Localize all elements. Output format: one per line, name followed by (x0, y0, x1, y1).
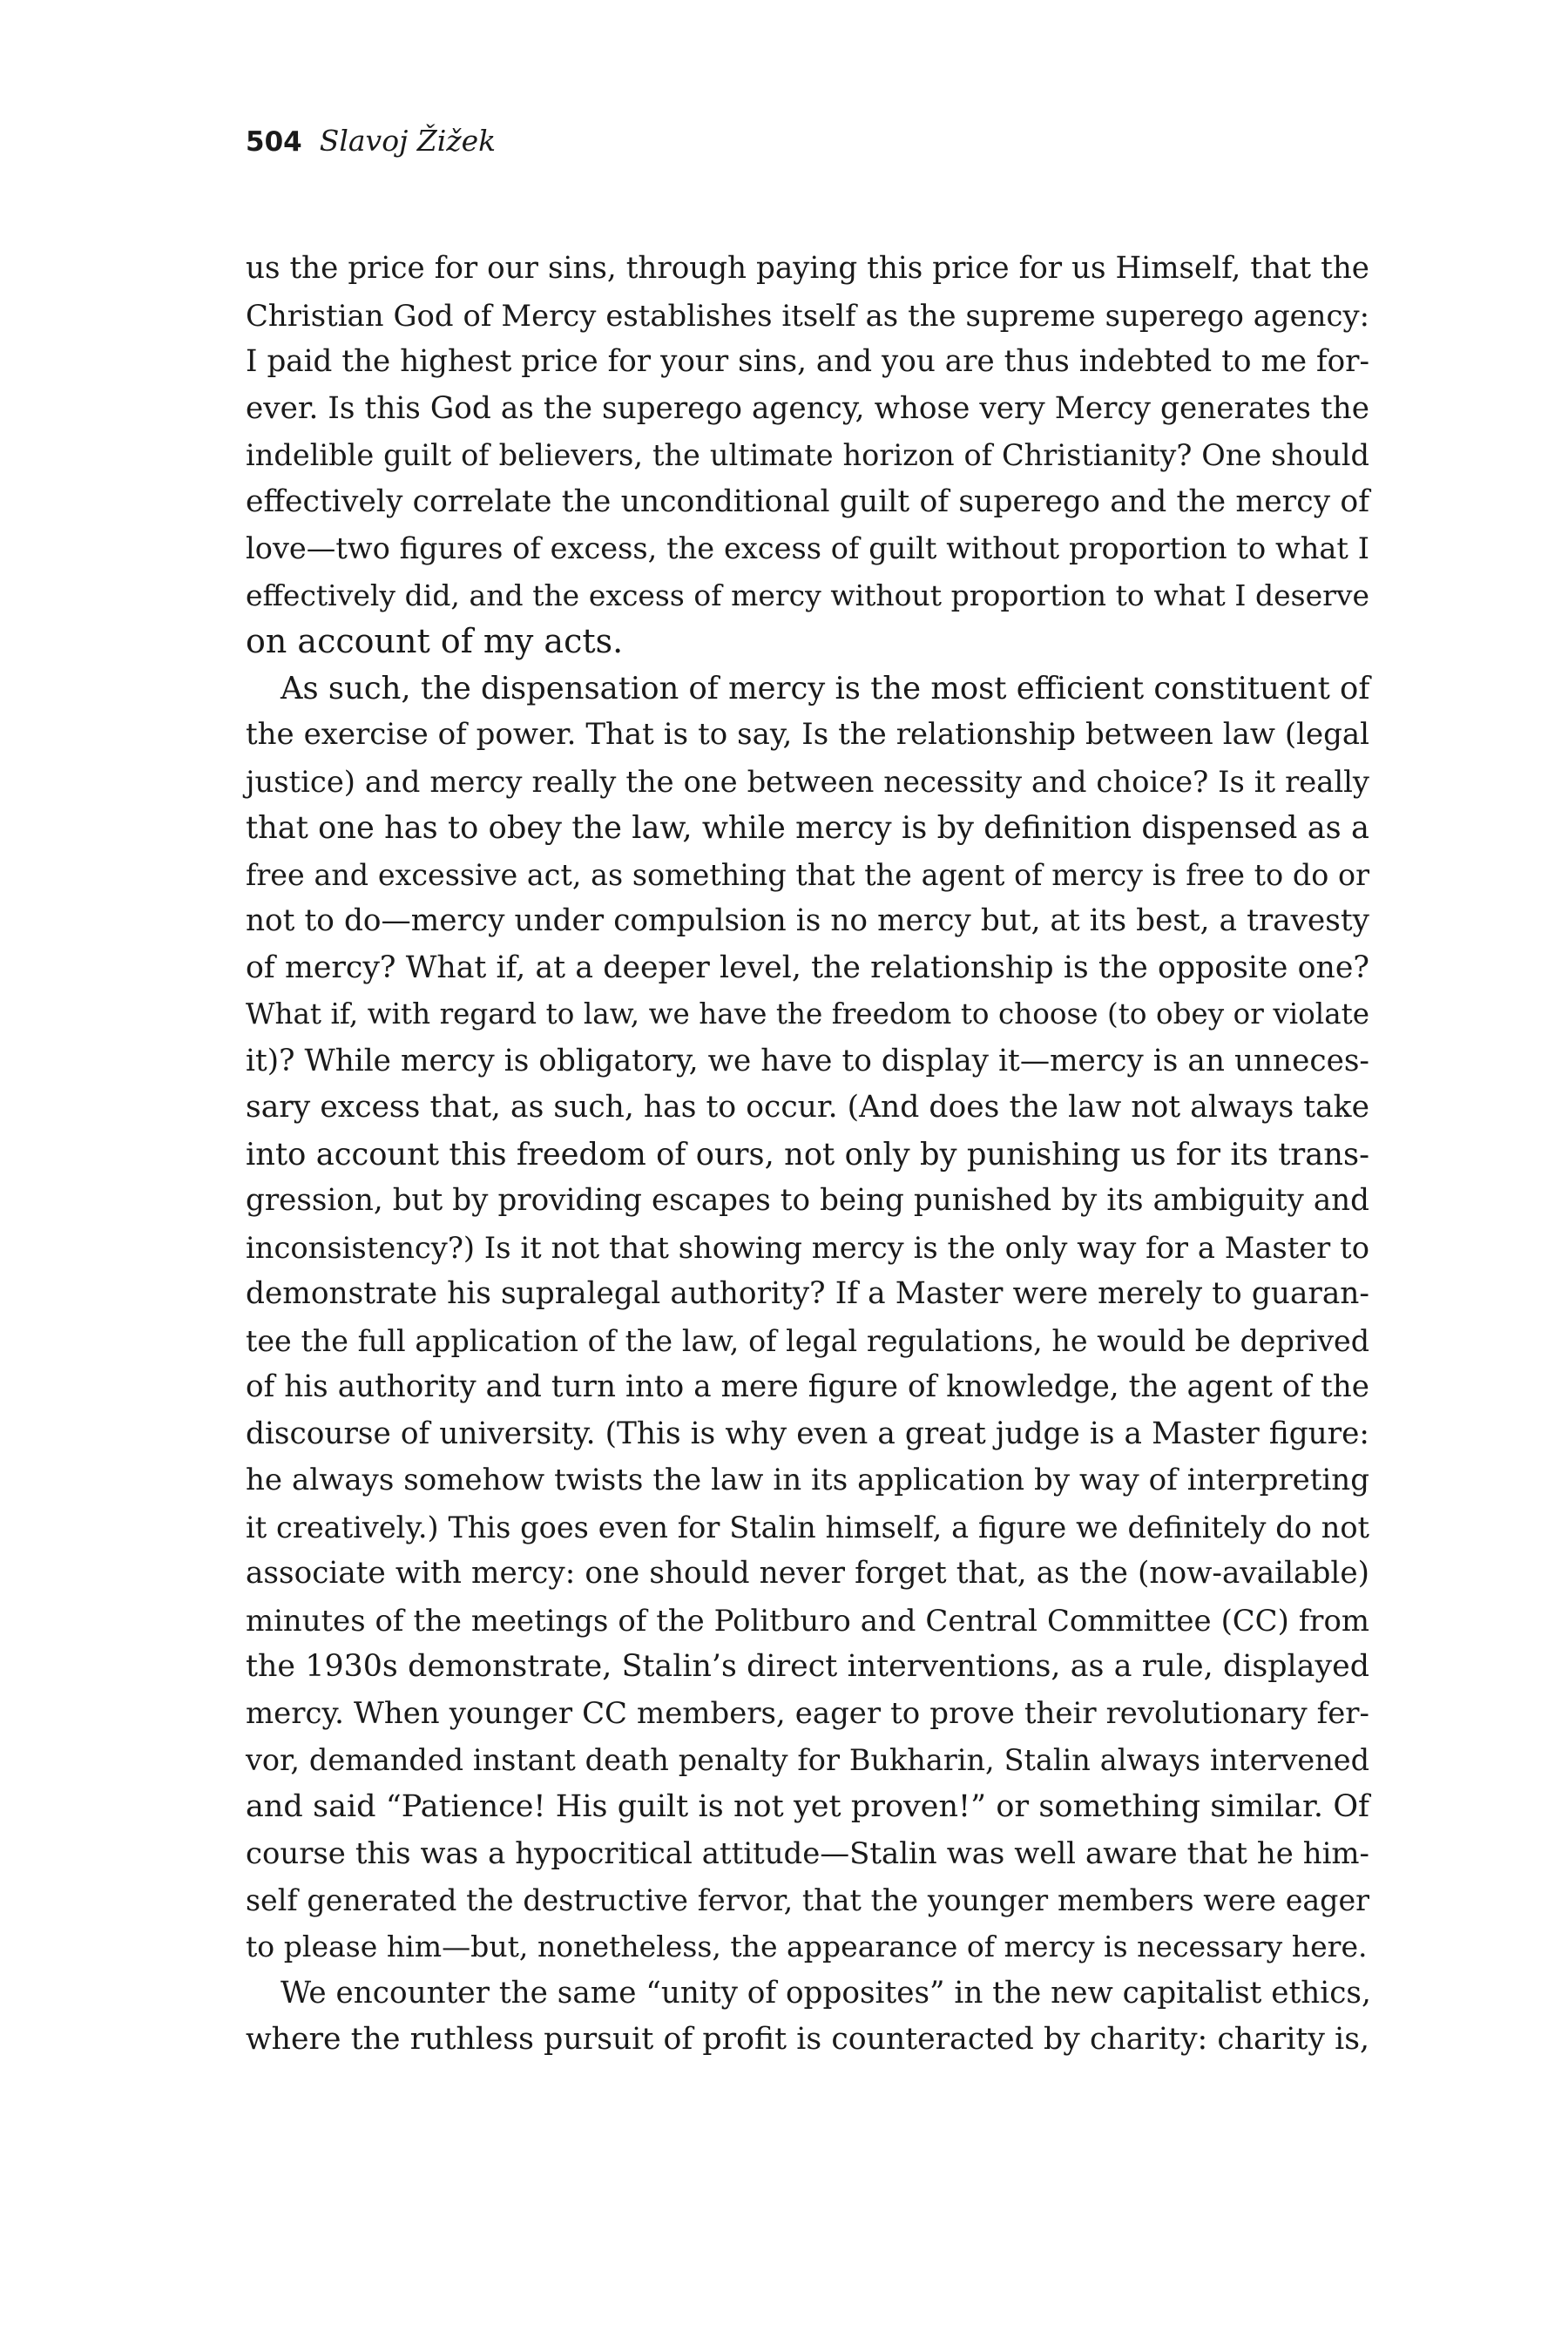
text-line: he always somehow twists the law in its application by way of interpreting (246, 1463, 1369, 1497)
text-line: justice) and mercy really the one between necessity and choice? Is it really (246, 764, 1369, 799)
text-line: ever. Is this God as the superego agency, whose very Mercy generates the (246, 390, 1369, 426)
text-line: minutes of the meetings of the Politburo and Central Committee (CC) from (246, 1603, 1369, 1638)
text-line: self generated the destructive fervor, that the younger members were eager (246, 1882, 1369, 1917)
text-line: of mercy? What if, at a deeper level, the relationship is the opposite one? (246, 950, 1369, 985)
text-line: effectively correlate the unconditional guilt of superego and the mercy of (246, 483, 1369, 519)
text-line: demonstrate his supralegal authority? If a Master were merely to guaran- (246, 1276, 1369, 1311)
text-line: where the ruthless pursuit of profit is counteracted by charity: charity is, (246, 2022, 1369, 2057)
running-head (246, 120, 496, 163)
text-line: free and excessive act, as something that the agent of mercy is free to do or (246, 857, 1369, 892)
text-line: the 1930s demonstrate, Stalin’s direct interventions, as a rule, displayed (246, 1649, 1369, 1684)
text-line: into account this freedom of ours, not only by punishing us for its trans- (246, 1136, 1369, 1173)
text-line: I paid the highest price for your sins, and you are thus indebted to me for- (246, 344, 1369, 379)
text-line: Christian God of Mercy establishes itself as the supreme superego agency: (246, 298, 1369, 333)
text-line: that one has to obey the law, while mercy is by definition dispensed as a (246, 810, 1369, 846)
text-line: to please him—but, nonetheless, the appearance of mercy is necessary here. (246, 1930, 1368, 1963)
text-line: sary excess that, as such, has to occur. (And does the law not always take (246, 1090, 1369, 1125)
text-line: not to do—mercy under compulsion is no mercy but, at its best, a travesty (246, 903, 1369, 938)
text-line: it creatively.) This goes even for Stalin himself, a figure we definitely do not (246, 1510, 1369, 1544)
body-text (246, 246, 1369, 2064)
text-line: associate with mercy: one should never forget that, as the (now-available) (246, 1556, 1369, 1591)
text-line: tee the full application of the law, of legal regulations, he would be deprived (246, 1323, 1369, 1358)
text-line: As such, the dispensation of mercy is the most efficient constituent of (280, 670, 1370, 706)
text-line: us the price for our sins, through paying this price for us Himself, that the (246, 251, 1369, 286)
paragraph (246, 246, 1369, 666)
text-line: and said “Patience! His guilt is not yet proven!” or something similar. Of (246, 1788, 1369, 1824)
text-line: inconsistency?) Is it not that showing mercy is the only way for a Master to (246, 1230, 1369, 1265)
text-line: What if, with regard to law, we have the freedom to choose (to obey or violate (246, 997, 1369, 1031)
text-line: the exercise of power. That is to say, Is the relationship between law (legal (246, 717, 1369, 752)
text-line: gression, but by providing escapes to being punished by its ambiguity and (246, 1183, 1369, 1218)
text-line: it)? While mercy is obligatory, we have to display it—mercy is an unneces- (246, 1043, 1369, 1078)
text-line: on account of my acts. (246, 622, 624, 660)
text-line: effectively did, and the excess of mercy without proportion to what I deserve (246, 578, 1369, 612)
text-line: course this was a hypocritical attitude—Stalin was well aware that he him- (246, 1836, 1369, 1870)
text-line: vor, demanded instant death penalty for Bukharin, Stalin always intervened (246, 1743, 1369, 1777)
paragraph (246, 1970, 1369, 2064)
text-line: discourse of university. (This is why even a great judge is a Master figure: (246, 1416, 1369, 1451)
page-number: 504 (246, 126, 302, 158)
text-line: of his authority and turn into a mere figure of knowledge, the agent of the (246, 1369, 1369, 1404)
paragraph (246, 666, 1369, 1970)
text-line: We encounter the same “unity of opposites” in the new capitalist ethics, (280, 1975, 1371, 2011)
text-line: mercy. When younger CC members, eager to prove their revolutionary fer- (246, 1695, 1369, 1731)
text-line: love—two figures of excess, the excess of guilt without proportion to what I (246, 531, 1369, 565)
running-head-author: Slavoj Žižek (319, 124, 497, 158)
text-line: indelible guilt of believers, the ultimate horizon of Christianity? One should (246, 438, 1369, 472)
